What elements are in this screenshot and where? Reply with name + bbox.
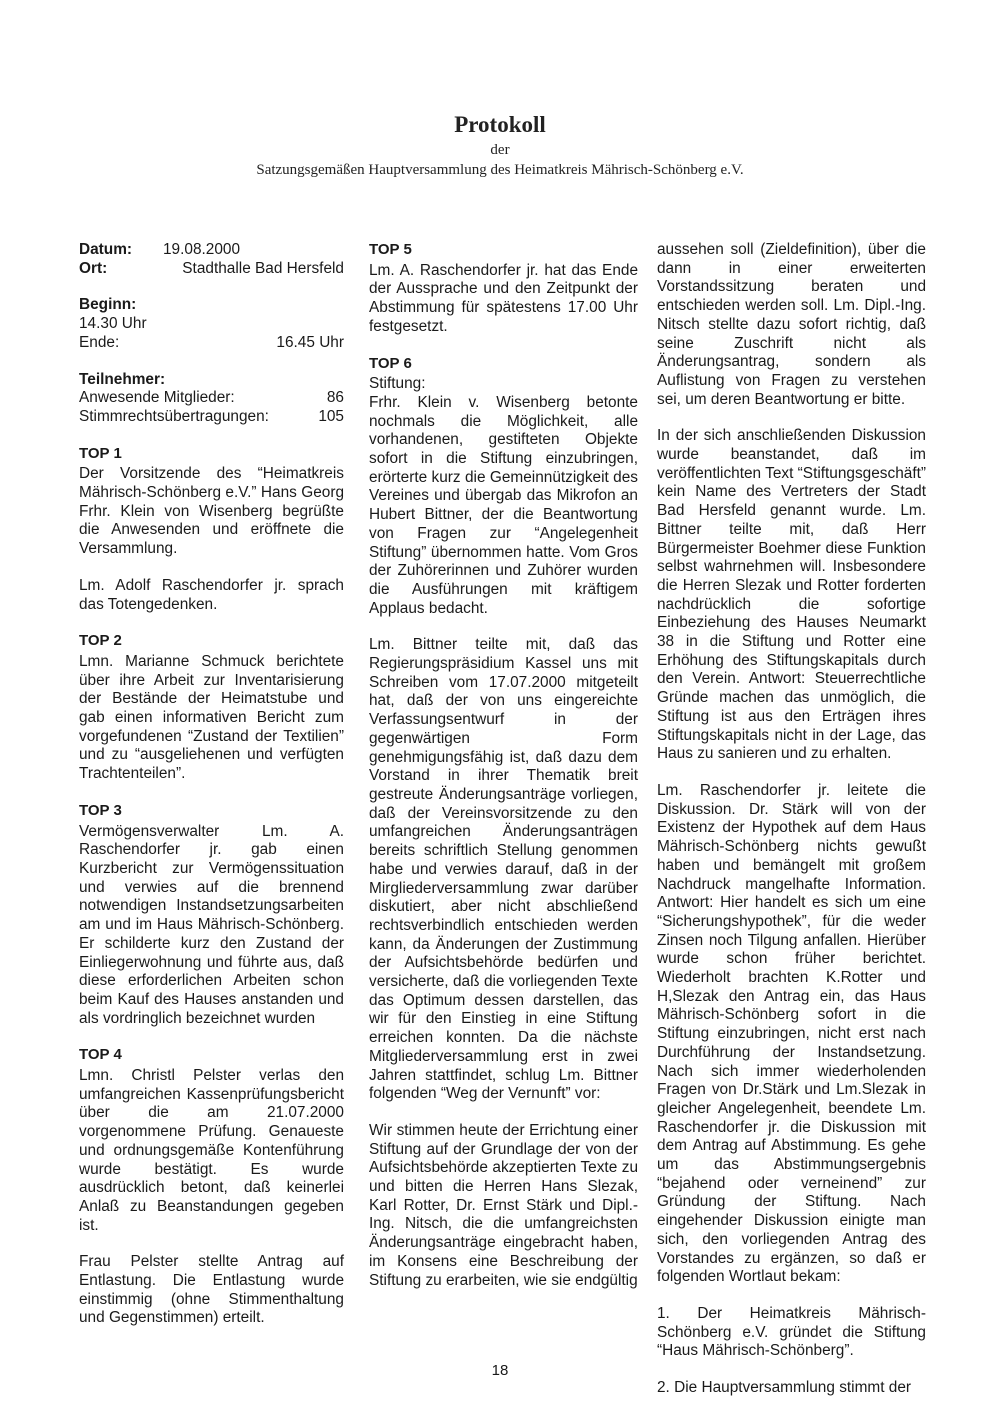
top6-paragraph-4-continued: aussehen soll (Zieldefinition), über die dann in einer erweiterten Vorstandssitzung beraten und entschieden werden soll. Lm. Dipl.-Ing. Nitsch stellte dazu sofort richtig, daß seine Zuschrift nicht als Änderungsantrag, sondern als Auflistung von Fragen zu verstehen sei, um deren Beantwortung er bitte. (657, 241, 926, 408)
datum-row (79, 241, 344, 260)
document-header (0, 110, 1000, 180)
top4-heading: TOP 4 (79, 1046, 122, 1064)
mitglieder-label: Anwesende Mitglieder: (79, 389, 235, 407)
document-long-title: Satzungsgemäßen Hauptversammlung des Heimatkreis Mährisch-Schönberg e.V. (256, 162, 744, 178)
participants (79, 371, 344, 427)
datum-label: Datum: (79, 241, 133, 258)
stimmrechte-label: Stimmrechtsübertragungen: (79, 407, 269, 425)
top4-paragraph-1: Lmn. Christl Pelster verlas den umfangreichen Kassenprüfungsbericht über die am 21.07.2000 vorgenommene Prüfung. Genaueste und ordnungsgemäße Kontenführung wurde bestätigt. Es wurde ausdrücklich betont, daß keinerlei Anlaß zu Beanstandungen gegeben ist. (79, 1067, 344, 1234)
mitglieder-row (79, 389, 344, 408)
top6-paragraph-1: Stiftung: (369, 375, 426, 393)
column-middle (369, 241, 638, 1308)
top6-heading: TOP 6 (369, 354, 412, 372)
beginn-value: 14.30 Uhr (79, 315, 147, 333)
top6-paragraph-3: Lm. Bittner teilte mit, daß das Regierungspräsidium Kassel uns mit Schreiben vom 17.07.2000 mitgeteilt hat, daß der von uns eingereichte Verfassungsentwurf in der gegenwärtigen Form genehmigungsfähig ist, daß dazu dem Vorstand in ihrer Thematik breit gestreute Änderungsanträge vorliegen, daß der Vereinsvorsitzende zu den umfangreichen Änderungsanträgen bereits schriftlich Stellung genommen habe und verwies darauf, daß in der Mirgliederversammlung zwar darüber diskutiert, aber nicht abschließend rechtsverbindlich entschieden werden kann, da Änderungen der Zustimmung der Aufsichtsbehörde bedürfen und versicherte, daß die vorliegenden Texte das Optimum dessen darstellen, das wir für den Einstieg in eine Stiftung erreichen konnten. Da die nächste Mitgliederversammlung erst in zwei Jahren stattfindet, schlug Lm. Bittner folgenden “Weg der Vernunft” vor: (369, 636, 638, 1103)
top1-paragraph-1: Der Vorsitzende des “Heimatkreis Mährisch-Schönberg e.V.” Hans Georg Frhr. Klein von Wisenberg begrüßte die Anwesenden und eröffnete die Versammlung. (79, 465, 344, 558)
top3-paragraph-1: Vermögensverwalter Lm. A. Raschendorfer jr. gab einen Kurzbericht zur Vermögenssituation und verwies auf die brennend notwendigen Instandsetzungsarbeiten am und im Haus Mährisch-Schönberg. Er schilderte kurz den Zustand der Einliegerwohnung und führte aus, daß diese erforderlichen Arbeiten schon beim Kauf des Hauses anstanden und als vordringlich bezeichnet wurden (79, 822, 344, 1027)
ort-value: Stadthalle Bad Hersfeld (182, 259, 344, 277)
top2-paragraph-1: Lmn. Marianne Schmuck berichtete über ihre Arbeit zur Inventarisierung der Bestände der Heimatstube und gab einen informativen Bericht zum vorgefundenen “Zustand der Textilien” und zu “ausgeliehenen und verfügten Trachtenteilen”. (79, 652, 344, 783)
stimmrechte-value: 105 (318, 407, 344, 425)
document-subtitle: der (490, 142, 510, 158)
top6-paragraph-5: In der sich anschließenden Diskussion wurde beanstandet, daß im veröffentlichten Text “Stiftungsgeschäft” kein Name des Vertreters der Stadt Bad Hersfeld genannt wurde. Lm. Bittner teilte mit, daß Herr Bürgermeister Boehmer diese Funktion selbst wahrnehmen will. Insbesondere die Herren Slezak und Rotter forderten nachdrücklich die sofortige Einbeziehung des Hauses Neumarkt 38 in die Stiftung und Rotter eine Erhöhung des Stiftungskapitals durch den Verein. Antwort: Steuerrechtliche Gründe machen das unmöglich, die Stiftung ist aus den Erträgen ihres Stiftungskapitals nicht in der Lage, das Haus zu sanieren und zu erhalten. (657, 427, 926, 763)
datum-value: 19.08.2000 (163, 241, 241, 258)
mitglieder-value: 86 (326, 389, 344, 407)
top6-paragraph-8: 2. Die Hauptversammlung stimmt der (657, 1379, 912, 1397)
stimmrechte-row (79, 408, 344, 427)
top5-heading: TOP 5 (369, 241, 412, 258)
column-left (79, 241, 344, 1346)
ende-label: Ende: (79, 333, 120, 351)
top3-heading: TOP 3 (79, 801, 122, 819)
top6-paragraph-4: Wir stimmen heute der Errichtung einer Stiftung auf der Grundlage der von der Aufsichtsbehörde akzeptierten Texte zu und bitten die Herren Hans Slezak, Karl Rotter, Dr. Ernst Stärk und Dipl.-Ing. Nitsch, die die umfangreichsten Änderungsanträge eingebracht haben, im Konsens eine Beschreibung der Stiftung zu erarbeiten, wie sie endgültig (369, 1121, 638, 1289)
top5-paragraph-1: Lm. A. Raschendorfer jr. hat das Ende der Aussprache und den Zeitpunkt der Abstimmung für spätestens 17.00 Uhr festgesetzt. (369, 261, 638, 335)
ort-row (79, 260, 344, 279)
page-number: 18 (491, 1362, 509, 1379)
ort-label: Ort: (79, 259, 108, 277)
time-meta (79, 296, 344, 352)
top4-paragraph-2: Frau Pelster stellte Antrag auf Entlastung. Die Entlastung wurde einstimmig (ohne Stimmenthaltung und Gegenstimmen) erteilt. (79, 1253, 344, 1327)
top1-paragraph-2: Lm. Adolf Raschendorfer jr. sprach das Totengedenken. (79, 576, 344, 613)
ende-row (79, 334, 344, 353)
meeting-meta (79, 241, 344, 278)
beginn-label: Beginn: (79, 296, 137, 314)
column-right (657, 241, 926, 1416)
top6-paragraph-2: Frhr. Klein v. Wisenberg betonte nochmals die Möglichkeit, alle vorhandenen, gestifteten Objekte sofort in die Stiftung einzubringen, erörterte kurz die Gemeinnützigkeit des Vereines und übergab das Mikrofon an Hubert Bittner, der die Beantwortung von Fragen zur “Angelegenheit Stiftung” übernommen hatte. Vom Gros der Zuhörerinnen und Zuhörer wurden die Ausführungen mit kräftigem Applaus bedacht. (369, 393, 638, 617)
top1-heading: TOP 1 (79, 444, 122, 462)
top6-paragraph-7: 1. Der Heimatkreis Mährisch-Schönberg e.V. gründet die Stiftung “Haus Mährisch-Schönberg”. (657, 1304, 926, 1360)
teilnehmer-label: Teilnehmer: (79, 370, 166, 388)
top2-heading: TOP 2 (79, 632, 122, 650)
ende-value: 16.45 Uhr (276, 333, 344, 351)
document-title: Protokoll (454, 112, 546, 137)
top6-paragraph-6: Lm. Raschendorfer jr. leitete die Diskussion. Dr. Stärk will von der Existenz der Hypothek auf dem Haus Mährisch-Schönberg nichts gewußt haben und bemängelt mit großem Nachdruck mangelhafte Information. Antwort: Hier handelt es sich um eine “Sicherungshypothek”, für die weder Zinsen noch Tilgung anfallen. Hierüber wurde schon früher berichtet. Wiederholt brachten K.Rotter und H,Slezak den Antrag ein, das Haus Mährisch-Schönberg sofort in die Stiftung einzubringen, nicht erst nach Durchführung der Instandsetzung. Nach sich immer wiederholenden Fragen von Dr.Stärk und Lm.Slezak in gleicher Angelegenheit, beendete Lm. Raschendorfer jr. die Diskussion mit dem Antrag auf Abstimmung. Es gehe um das Abstimmungsergebnis “bejahend oder verneinend” zur Gründung der Stiftung. Nach eingehender Diskussion einigte man sich, den vorliegenden Antrag des Vorstandes zu ergänzen, so daß er folgenden Wortlaut bekam: (657, 781, 926, 1286)
